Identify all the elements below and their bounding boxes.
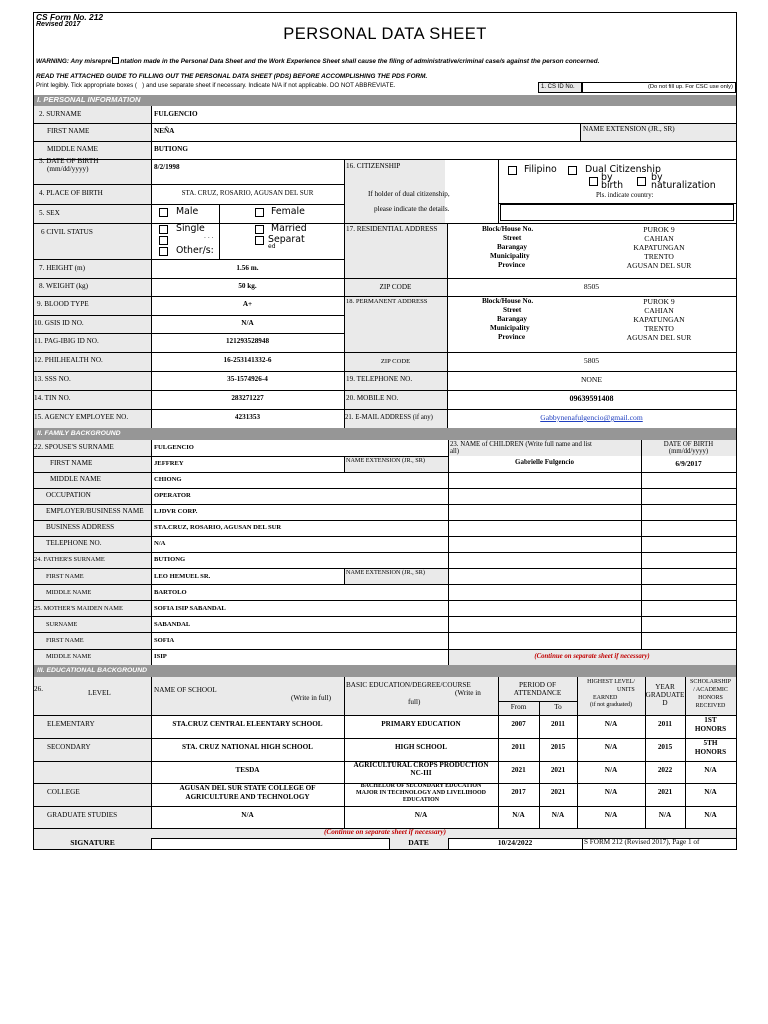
- edu-honors-1[interactable]: 5TH: [703, 739, 718, 747]
- print-part-b: ) and use separate sheet if necessary. Indicate N/A if not applicable. DO NOT ABBREVIATE.: [142, 82, 396, 89]
- single-label: Single: [176, 223, 205, 234]
- section-personal-title: I. PERSONAL INFORMATION: [37, 95, 141, 104]
- mother-middle-label: MIDDLE NAME: [46, 653, 92, 660]
- edu-year[interactable]: 2015: [657, 743, 673, 751]
- edu-level: SECONDARY: [47, 743, 91, 751]
- date-field[interactable]: [448, 838, 582, 849]
- perm-block-value[interactable]: PUROK 9: [643, 297, 675, 306]
- edu-level: ELEMENTARY: [47, 720, 95, 728]
- scholar-header-2: / ACADEMIC: [693, 687, 728, 693]
- edu-course-2[interactable]: NC-III: [410, 769, 432, 777]
- edu-to[interactable]: 2011: [551, 720, 565, 728]
- scholar-header-3: HONORS: [698, 695, 723, 701]
- res-zip-value[interactable]: 8505: [583, 282, 600, 291]
- spouse-ext-label: NAME EXTENSION (JR., SR): [346, 457, 425, 464]
- male-checkbox[interactable]: [159, 208, 168, 217]
- dual-note-2: please indicate the details.: [374, 205, 450, 213]
- cs-id-label: 1. CS ID No.: [541, 84, 575, 90]
- year-header-1: YEAR: [655, 683, 675, 691]
- perm-street-label: Street: [503, 306, 522, 314]
- signature-field[interactable]: [151, 838, 389, 849]
- father-surname-value[interactable]: BUTIONG: [154, 556, 186, 563]
- permanent-address-label: 18. PERMANENT ADDRESS: [346, 298, 428, 305]
- father-first-value[interactable]: LEO HEMUEL SR.: [154, 573, 211, 580]
- filipino-label: Filipino: [524, 164, 557, 175]
- children-label-all: all): [450, 448, 460, 455]
- sss-value[interactable]: 35-1574926-4: [227, 375, 268, 383]
- edu-school[interactable]: STA. CRUZ NATIONAL HIGH SCHOOL: [182, 743, 313, 751]
- res-province-label: Province: [498, 261, 526, 269]
- civil-status-label: 6 CIVIL STATUS: [41, 228, 93, 236]
- edu-year[interactable]: 2022: [657, 766, 673, 774]
- year-header-3: D: [662, 699, 668, 707]
- widowed-checkbox[interactable]: [159, 236, 168, 245]
- cs-id-field[interactable]: [582, 82, 736, 93]
- read-guide-text: READ THE ATTACHED GUIDE TO FILLING OUT THE PERSONAL DATA SHEET (PDS) BEFORE ACCOMPLISHING THE PDS FORM.: [36, 73, 428, 80]
- edu-year[interactable]: N/A: [658, 811, 672, 819]
- scholar-header-1: SCHOLARSHIP: [689, 679, 731, 685]
- separated-checkbox[interactable]: [255, 236, 264, 245]
- residential-address-label: 17. RESIDENTIAL ADDRESS: [346, 225, 438, 233]
- separated-label: Separat: [268, 234, 305, 245]
- date-value: 10/24/2022: [497, 838, 533, 847]
- mobile-value[interactable]: 09639591408: [569, 394, 614, 403]
- perm-street-value[interactable]: CAHIAN: [644, 306, 674, 315]
- mother-first-value[interactable]: SOFIA: [154, 637, 175, 644]
- spouse-surname-label: 22. SPOUSE'S SURNAME: [34, 443, 114, 451]
- email-value[interactable]: Gabbynenafulgencio@gmail.com: [540, 413, 643, 422]
- res-block-label: Block/House No.: [482, 225, 534, 233]
- warning-part-a: WARNING: Any misrepre: [36, 58, 112, 65]
- father-middle-value[interactable]: BARTOLO: [154, 589, 187, 596]
- surname-value[interactable]: FULGENCIO: [154, 110, 198, 118]
- cs-id-note: (Do not fill up. For CSC use only): [647, 84, 733, 90]
- school-header-note: (Write in full): [291, 694, 332, 702]
- section-education-header: [34, 665, 736, 677]
- to-header: To: [554, 703, 562, 711]
- single-checkbox[interactable]: [159, 225, 168, 234]
- edu-school[interactable]: STA.CRUZ CENTRAL ELEENTARY SCHOOL: [172, 720, 323, 728]
- perm-barangay-value[interactable]: KAPATUNGAN: [633, 315, 685, 324]
- highest-header-1: HIGHEST LEVEL/: [587, 679, 635, 685]
- warning-part-b: ntation made in the Personal Data Sheet and the Work Experience Sheet shall cause the filing of administrative/criminal case/s against the person concerned.: [120, 58, 600, 65]
- period-header-2: ATTENDANCE: [513, 689, 562, 697]
- philhealth-value[interactable]: 16-253141332-6: [223, 356, 272, 364]
- cs-id-label-box: [538, 82, 582, 93]
- weight-label: 8. WEIGHT (kg): [39, 282, 89, 290]
- tin-label: 14. TIN NO.: [34, 394, 71, 402]
- edu-honors-1[interactable]: N/A: [704, 788, 717, 796]
- edu-school[interactable]: AGUSAN DEL SUR STATE COLLEGE OF: [179, 784, 316, 792]
- course-header: BASIC EDUCATION/DEGREE/COURSE: [346, 681, 471, 689]
- children-continue-note: (Continue on separate sheet if necessary): [534, 653, 650, 660]
- edu-units[interactable]: N/A: [604, 811, 618, 819]
- indicate-country-label: Pls. indicate country:: [596, 192, 654, 199]
- edu-school-2[interactable]: AGRICULTURE AND TECHNOLOGY: [185, 793, 310, 801]
- by-birth-checkbox[interactable]: [589, 177, 598, 186]
- signature-label: SIGNATURE: [70, 838, 115, 847]
- res-zip-label: ZIP CODE: [379, 283, 412, 291]
- father-surname-label: 24. FATHER'S SURNAME: [34, 556, 105, 563]
- perm-zip-value[interactable]: 5805: [583, 356, 600, 365]
- section-personal-header: [34, 95, 736, 106]
- date-label: DATE: [408, 838, 429, 847]
- edu-honors-2[interactable]: HONORS: [694, 725, 727, 733]
- dual-citizenship-checkbox[interactable]: [568, 166, 577, 175]
- section-education-title: III. EDUCATIONAL BACKGROUND: [37, 667, 148, 674]
- edu-level: GRADUATE STUDIES: [47, 811, 118, 819]
- by-birth-label: birth: [601, 180, 624, 191]
- children-label: 23. NAME of CHILDREN (Write full name and list: [450, 441, 592, 448]
- form-page-note: S FORM 212 (Revised 2017), Page 1 of: [584, 838, 700, 846]
- child-dob-format: (mm/dd/yyyy): [668, 448, 709, 455]
- gsis-value[interactable]: N/A: [241, 319, 254, 327]
- employer-value[interactable]: LJDVR CORP.: [154, 508, 198, 515]
- edu-to[interactable]: N/A: [551, 811, 565, 819]
- mother-first-label: FIRST NAME: [46, 637, 84, 644]
- print-part-a: Print legibly. Tick appropriate boxes (: [36, 82, 137, 89]
- blood-type-value[interactable]: A+: [242, 300, 253, 308]
- spouse-first-value[interactable]: JEFFREY: [154, 460, 184, 467]
- agency-label: 15. AGENCY EMPLOYEE NO.: [34, 413, 129, 421]
- philhealth-label: 12. PHILHEALTH NO.: [34, 356, 103, 364]
- pagibig-label: 11. PAG-IBIG ID NO.: [34, 337, 99, 345]
- dob-value[interactable]: 8/2/1998: [154, 163, 180, 171]
- edu-school[interactable]: N/A: [241, 811, 254, 819]
- citizenship-label: 16. CITIZENSHIP: [346, 162, 401, 170]
- mother-maiden-value[interactable]: SOFIA ISIP SABANDAL: [154, 605, 226, 612]
- mother-middle-value[interactable]: ISIP: [154, 653, 167, 660]
- school-header: NAME OF SCHOOL: [154, 686, 217, 694]
- highest-header-4: (if not graduated): [590, 702, 632, 708]
- res-street-label: Street: [503, 234, 522, 242]
- edu-course[interactable]: PRIMARY EDUCATION: [381, 720, 461, 728]
- email-label: 21. E-MAIL ADDRESS (if any): [345, 414, 433, 421]
- business-address-label: BUSINESS ADDRESS: [46, 523, 115, 531]
- child-dob-value[interactable]: 6/9/2017: [675, 459, 702, 468]
- edu-to[interactable]: 2015: [550, 743, 566, 751]
- perm-block-label: Block/House No.: [482, 297, 534, 305]
- first-name-label: FIRST NAME: [47, 127, 90, 135]
- spouse-surname-value[interactable]: FULGENCIO: [154, 444, 194, 451]
- mother-surname-label: SURNAME: [46, 621, 78, 628]
- edu-units[interactable]: N/A: [604, 720, 618, 728]
- pob-label: 4. PLACE OF BIRTH: [39, 189, 103, 197]
- from-header: From: [510, 703, 527, 711]
- edu-level: COLLEGE: [47, 788, 80, 796]
- edu-honors-2[interactable]: HONORS: [694, 748, 727, 756]
- perm-municipality-label: Municipality: [490, 324, 530, 332]
- edu-course[interactable]: BACHELOR OF SECONDARY EDUCATION: [360, 783, 482, 789]
- warning-text: [36, 56, 599, 65]
- mobile-label: 20. MOBILE NO.: [346, 394, 399, 402]
- married-checkbox[interactable]: [255, 225, 264, 234]
- section-family-title: II. FAMILY BACKGROUND: [37, 430, 121, 437]
- widowed-label: . . .: [204, 233, 214, 240]
- edu-school[interactable]: TESDA: [235, 766, 260, 774]
- father-ext-label: NAME EXTENSION (JR., SR): [346, 569, 425, 576]
- edu-course-3[interactable]: EDUCATION: [402, 797, 440, 803]
- res-municipality-label: Municipality: [490, 252, 530, 260]
- female-label: Female: [271, 206, 305, 217]
- others-checkbox[interactable]: [159, 247, 168, 256]
- res-street-value[interactable]: CAHIAN: [644, 234, 674, 243]
- edu-to[interactable]: 2021: [550, 788, 566, 796]
- res-barangay-value[interactable]: KAPATUNGAN: [633, 243, 685, 252]
- middle-name-value[interactable]: BUTIONG: [154, 145, 188, 153]
- edu-honors-1[interactable]: 1ST: [704, 716, 717, 724]
- telephone-value[interactable]: NONE: [580, 375, 603, 384]
- sss-label: 13. SSS NO.: [34, 375, 71, 383]
- pds-form: [33, 12, 737, 850]
- dual-citizenship-label: Dual Citizenship: [585, 164, 661, 175]
- weight-value[interactable]: 50 kg.: [238, 282, 257, 290]
- dob-format-label: (mm/dd/yyyy): [47, 165, 89, 173]
- occupation-value[interactable]: OPERATOR: [154, 492, 191, 499]
- edu-course[interactable]: AGRICULTURAL CROPS PRODUCTION: [353, 761, 489, 769]
- edu-course-2[interactable]: MAJOR IN TECHNOLOGY AND LIVELIHOOD: [355, 790, 487, 796]
- res-block-value[interactable]: PUROK 9: [643, 225, 675, 234]
- edu-to[interactable]: 2021: [550, 766, 566, 774]
- edu-from[interactable]: 2017: [511, 788, 526, 796]
- edu-units[interactable]: N/A: [604, 788, 618, 796]
- dual-note-1: If holder of dual citizenship,: [368, 190, 450, 198]
- education-continue-note: (Continue on separate sheet if necessary): [324, 828, 446, 836]
- page-title: PERSONAL DATA SHEET: [283, 25, 487, 43]
- married-label: Married: [271, 223, 307, 234]
- edu-units[interactable]: N/A: [604, 766, 618, 774]
- spouse-first-label: FIRST NAME: [50, 459, 93, 467]
- telephone-label: 19. TELEPHONE NO.: [346, 375, 413, 383]
- father-middle-label: MIDDLE NAME: [46, 589, 92, 596]
- course-header-note-1: (Write in: [455, 689, 481, 697]
- dob-label: 3. DATE OF BIRTH: [39, 157, 99, 165]
- others-label: Other/s:: [176, 245, 214, 256]
- spouse-telephone-value[interactable]: N/A: [154, 540, 166, 547]
- print-instructions: [36, 83, 395, 90]
- child-dob-label: DATE OF BIRTH: [663, 441, 714, 448]
- tin-value[interactable]: 283271227: [231, 394, 264, 402]
- surname-label: 2. SURNAME: [39, 110, 82, 118]
- child-name-value[interactable]: Gabrielle Fulgencio: [515, 458, 574, 466]
- mother-maiden-label: 25. MOTHER'S MAIDEN NAME: [34, 605, 123, 612]
- perm-province-label: Province: [498, 333, 526, 341]
- father-first-label: FIRST NAME: [46, 573, 84, 580]
- perm-zip-label: ZIP CODE: [380, 358, 411, 365]
- period-header-1: PERIOD OF: [519, 681, 556, 689]
- pob-value[interactable]: STA. CRUZ, ROSARIO, AGUSAN DEL SUR: [181, 189, 314, 197]
- edu-course[interactable]: HIGH SCHOOL: [394, 743, 448, 751]
- spouse-telephone-label: TELEPHONE NO.: [46, 539, 102, 547]
- filipino-checkbox[interactable]: [508, 166, 517, 175]
- male-label: Male: [176, 206, 199, 217]
- blood-type-label: 9. BLOOD TYPE: [37, 300, 89, 308]
- res-barangay-label: Barangay: [497, 243, 527, 251]
- perm-province-value[interactable]: AGUSAN DEL SUR: [626, 333, 692, 342]
- perm-barangay-label: Barangay: [497, 315, 527, 323]
- by-naturalization-checkbox[interactable]: [637, 177, 646, 186]
- agency-value[interactable]: 4231353: [234, 413, 261, 421]
- mother-surname-value[interactable]: SABANDAL: [154, 621, 191, 628]
- edu-honors-1[interactable]: N/A: [704, 766, 717, 774]
- res-province-value[interactable]: AGUSAN DEL SUR: [626, 261, 692, 270]
- spouse-middle-value[interactable]: CHIONG: [154, 476, 182, 483]
- by-naturalization-label: naturalization: [651, 180, 716, 191]
- form-revised: Revised 2017: [36, 21, 81, 28]
- section-family-header: [34, 428, 736, 440]
- education-number: 26.: [34, 685, 43, 693]
- first-name-value[interactable]: NEÑA: [154, 127, 175, 135]
- edu-course[interactable]: N/A: [414, 811, 428, 819]
- warning-checkbox[interactable]: [112, 57, 119, 64]
- edu-from[interactable]: 2007: [511, 720, 526, 728]
- occupation-label: OCCUPATION: [46, 491, 91, 499]
- country-field[interactable]: [500, 204, 734, 221]
- edu-honors-1[interactable]: N/A: [704, 811, 717, 819]
- highest-header-2: UNITS: [617, 687, 635, 693]
- level-header: LEVEL: [88, 689, 111, 697]
- highest-header-3: EARNED: [593, 695, 618, 701]
- sex-label: 5. SEX: [39, 209, 60, 217]
- edu-from[interactable]: 2021: [511, 766, 526, 774]
- female-checkbox[interactable]: [255, 208, 264, 217]
- pagibig-value[interactable]: 121293528948: [225, 337, 270, 345]
- date-label-box: [389, 838, 448, 849]
- edu-year[interactable]: 2011: [658, 720, 672, 728]
- form-number: CS Form No. 212: [36, 12, 104, 22]
- edu-from[interactable]: 2011: [511, 743, 526, 751]
- spouse-middle-label: MIDDLE NAME: [50, 475, 101, 483]
- signature-label-box: [34, 838, 151, 849]
- year-header-2: GRADUATE: [645, 691, 685, 699]
- edu-from[interactable]: N/A: [512, 811, 525, 819]
- course-header-note-2: full): [408, 698, 421, 706]
- edu-units[interactable]: N/A: [604, 743, 618, 751]
- height-label: 7. HEIGHT (m): [39, 264, 85, 272]
- employer-label: EMPLOYER/BUSINESS NAME: [46, 507, 144, 515]
- by-birth-by: by: [601, 172, 613, 183]
- perm-municipality-value[interactable]: TRENTO: [644, 324, 674, 333]
- middle-name-label: MIDDLE NAME: [47, 145, 98, 153]
- res-municipality-value[interactable]: TRENTO: [644, 252, 674, 261]
- by-naturalization-by: by: [651, 172, 663, 183]
- scholar-header-4: RECEIVED: [695, 703, 726, 709]
- edu-year[interactable]: 2021: [657, 788, 673, 796]
- gsis-label: 10. GSIS ID NO.: [34, 319, 84, 327]
- name-extension-label: NAME EXTENSION (JR., SR): [583, 125, 675, 133]
- height-value[interactable]: 1.56 m.: [236, 264, 259, 272]
- separated-label-tail: ed: [268, 243, 276, 250]
- business-address-value[interactable]: STA.CRUZ, ROSARIO, AGUSAN DEL SUR: [154, 524, 282, 531]
